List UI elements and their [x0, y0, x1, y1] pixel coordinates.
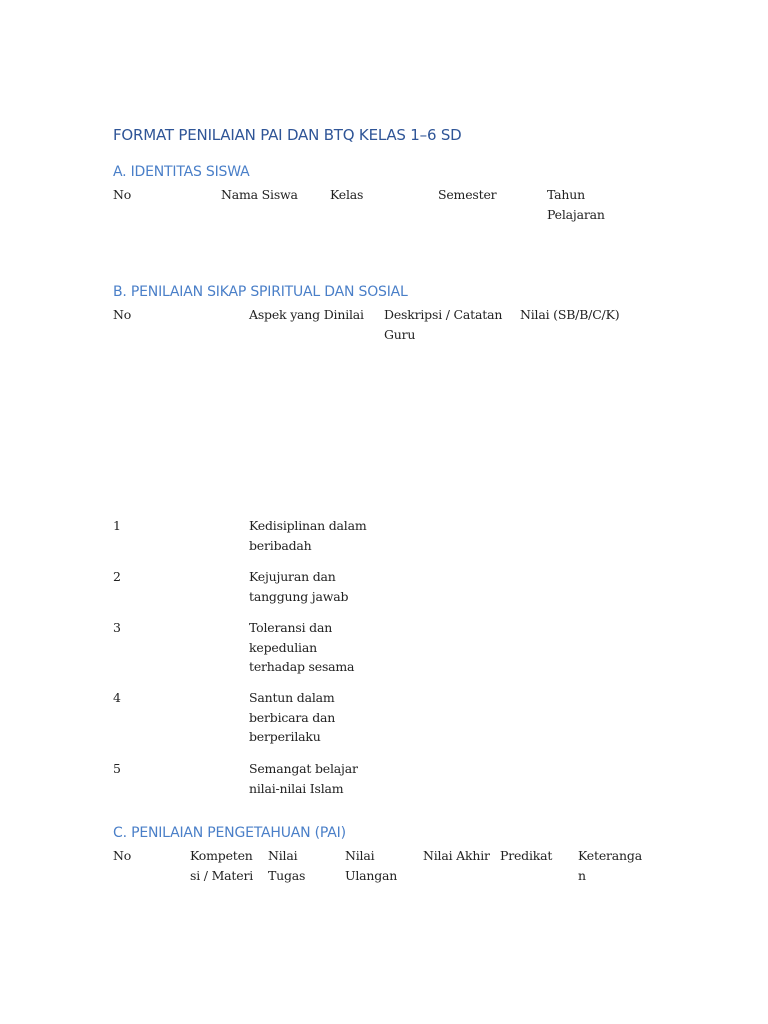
section-b-heading: B. PENILAIAN SIKAP SPIRITUAL DAN SOSIAL [113, 284, 408, 300]
header-kelas: Kelas [330, 187, 364, 202]
row-no: 2 [113, 569, 121, 584]
section-c-heading: C. PENILAIAN PENGETAHUAN (PAI) [113, 825, 346, 841]
document-title: FORMAT PENILAIAN PAI DAN BTQ KELAS 1–6 SD [113, 126, 462, 144]
header-kompetensi: Kompetensi / Materi [190, 848, 254, 883]
header-nilai-akhir: Nilai Akhir [423, 848, 490, 863]
section-a-heading: A. IDENTITAS SISWA [113, 164, 250, 180]
header-semester: Semester [438, 187, 497, 202]
header-tahun-pelajaran: Tahun Pelajaran [547, 187, 605, 222]
header-nilai-tugas: Nilai Tugas [268, 848, 306, 883]
header-nilai: Nilai (SB/B/C/K) [520, 307, 620, 322]
row-aspek: Semangat belajar nilai-nilai Islam [249, 761, 358, 796]
header-no: No [113, 307, 132, 322]
row-aspek: Kedisiplinan dalam beribadah [249, 518, 367, 553]
header-keterangan: Keterangan [578, 848, 642, 883]
header-no: No [113, 187, 132, 202]
row-no: 4 [113, 690, 121, 705]
header-nama-siswa: Nama Siswa [221, 187, 298, 202]
row-no: 3 [113, 620, 121, 635]
header-no: No [113, 848, 132, 863]
header-aspek: Aspek yang Dinilai [249, 307, 364, 322]
header-nilai-ulangan: Nilai Ulangan [345, 848, 398, 883]
row-no: 1 [113, 518, 121, 533]
row-aspek: Toleransi dan kepedulian terhadap sesama [249, 620, 355, 674]
row-aspek: Kejujuran dan tanggung jawab [249, 569, 349, 604]
header-predikat: Predikat [500, 848, 553, 863]
header-deskripsi: Deskripsi / Catatan Guru [384, 307, 503, 342]
row-aspek: Santun dalam berbicara dan berperilaku [249, 690, 336, 744]
row-no: 5 [113, 761, 121, 776]
